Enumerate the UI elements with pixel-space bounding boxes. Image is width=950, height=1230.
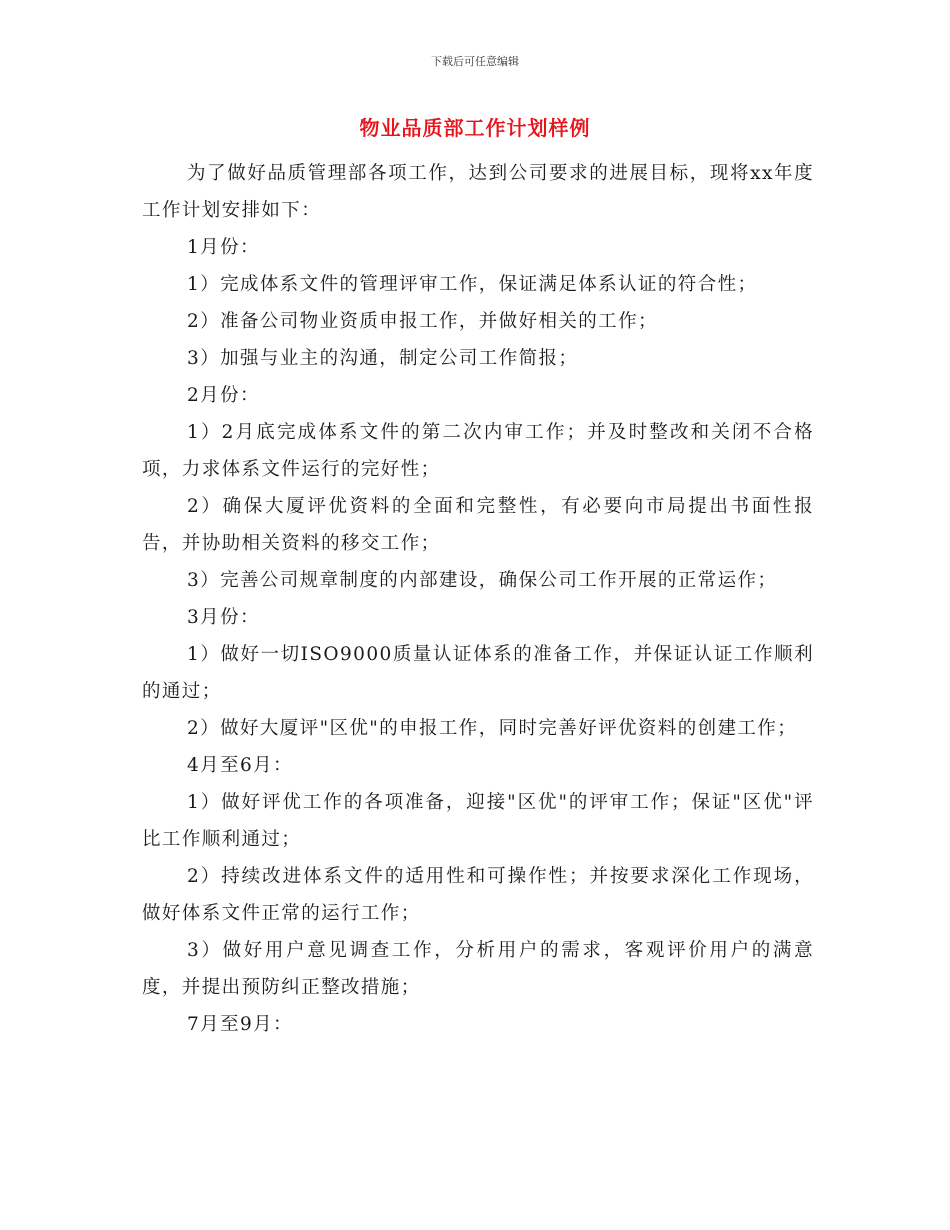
section-heading-february: 2月份： [187, 385, 260, 406]
section-heading-july-september: 7月至9月： [187, 1014, 293, 1035]
list-item: 3）做好用户意见调查工作，分析用户的需求，客观评价用户的满意度，并提出预防纠正整改措施； [142, 940, 814, 998]
section-heading-january: 1月份： [187, 237, 260, 258]
list-item: 1）2月底完成体系文件的第二次内审工作；并及时整改和关闭不合格项，力求体系文件运行的完好性； [142, 422, 814, 480]
section-heading-march: 3月份： [187, 607, 260, 628]
header-note: 下载后可任意编辑 [431, 55, 519, 68]
list-item: 2）准备公司物业资质申报工作，并做好相关的工作； [187, 311, 658, 332]
document-body [142, 155, 814, 1043]
list-item: 1）做好一切ISO9000质量认证体系的准备工作，并保证认证工作顺利的通过； [142, 644, 814, 702]
list-item: 2）做好大厦评"区优"的申报工作，同时完善好评优资料的创建工作； [187, 718, 798, 739]
list-item: 1）完成体系文件的管理评审工作，保证满足体系认证的符合性； [187, 274, 758, 295]
section-heading-april-june: 4月至6月： [187, 755, 293, 776]
list-item: 2）确保大厦评优资料的全面和完整性，有必要向市局提出书面性报告，并协助相关资料的移交工作； [142, 496, 814, 554]
paragraph-intro: 为了做好品质管理部各项工作，达到公司要求的进展目标，现将xx年度工作计划安排如下： [142, 163, 814, 221]
list-item: 3）加强与业主的沟通，制定公司工作简报； [187, 348, 579, 369]
list-item: 2）持续改进体系文件的适用性和可操作性；并按要求深化工作现场，做好体系文件正常的运行工作； [142, 866, 814, 924]
document-title: 物业品质部工作计划样例 [359, 116, 591, 140]
list-item: 3）完善公司规章制度的内部建设，确保公司工作开展的正常运作； [187, 570, 778, 591]
list-item: 1）做好评优工作的各项准备，迎接"区优"的评审工作；保证"区优"评比工作顺利通过； [142, 792, 814, 850]
